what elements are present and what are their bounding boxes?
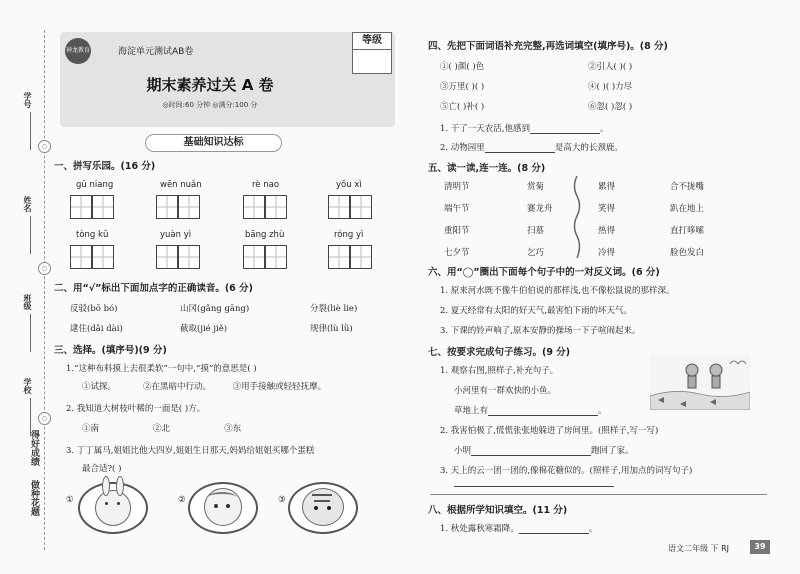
student-id-field[interactable] (30, 112, 31, 150)
reading-item[interactable]: 规律(lù lǜ) (310, 324, 353, 334)
answer-blank[interactable] (471, 446, 591, 456)
cake-option-label: ③ (278, 495, 286, 505)
writing-box[interactable] (350, 245, 372, 269)
question-8-1-text: 1. 秋处露秋寒霜降。 (440, 524, 519, 534)
answer-blank[interactable] (488, 406, 598, 416)
pinyin-2: wēn nuǎn (160, 180, 202, 190)
question-3-1: 1.“这种布料摸上去很柔软”一句中,“摸”的意思是( ) (66, 364, 257, 374)
antonym-sentence[interactable]: 2. 夏天经常有太阳的好天气,最害怕下雨的坏天气。 (440, 306, 633, 316)
festival-item[interactable]: 七夕节 (444, 248, 470, 258)
reading-item[interactable]: 逮住(dǎi dài) (70, 324, 123, 334)
cake-option-label: ② (178, 495, 186, 505)
writing-box[interactable] (156, 245, 178, 269)
class-field[interactable] (30, 314, 31, 352)
question-7-1-example: 小河里有一群欢快的小鱼。 (454, 386, 557, 396)
binding-hole: ○ (38, 412, 51, 425)
idiom-item[interactable]: ①( )颜( )色 (440, 62, 485, 72)
festival-item[interactable]: 清明节 (444, 182, 470, 192)
answer-blank[interactable] (519, 524, 589, 534)
verb-item[interactable]: 热得 (598, 226, 616, 236)
question-3-2: 2. 我知道大树枝叶稀的一面是( )方。 (66, 404, 206, 414)
verb-item[interactable]: 冷得 (598, 248, 616, 258)
pinyin-6: yuàn yì (160, 230, 192, 240)
paper-info: ◎时间:60 分钟 ◎满分:100 分 (162, 101, 258, 109)
section-banner: 基础知识达标 (145, 134, 282, 152)
question-7-2-prefix: 小明 (454, 446, 472, 456)
result-item[interactable]: 脸色发白 (670, 248, 705, 258)
question-7-2-suffix: 跑回了家。 (591, 446, 634, 456)
question-8-1: 1. 秋处露秋寒霜降。 。 (440, 524, 598, 534)
verb-item[interactable]: 累得 (598, 182, 616, 192)
antonym-sentence[interactable]: 1. 原来河水既不像牛伯伯说的那样浅,也不像松鼠说的那样深。 (440, 286, 675, 296)
series-name: 海淀单元测试AB卷 (118, 47, 194, 57)
writing-box[interactable] (350, 195, 372, 219)
writing-box[interactable] (92, 195, 114, 219)
margin-label-name: 姓名 (23, 196, 32, 212)
reading-item[interactable]: 截取(jié jiě) (180, 324, 228, 334)
section-divider (430, 494, 767, 495)
writing-box[interactable] (328, 195, 350, 219)
pinyin-3: rè nao (252, 180, 280, 190)
question-7-1-prefix: 草地上有 (454, 406, 489, 416)
writing-box[interactable] (178, 195, 200, 219)
reading-item[interactable]: 反驳(bō bó) (70, 304, 118, 314)
margin-label-class: 班级 (23, 294, 32, 310)
section-3-title: 三、选择。(填序号)(9 分) (54, 345, 167, 356)
binding-hole: ○ (38, 140, 51, 153)
idiom-item[interactable]: ⑤亡( )补( ) (440, 102, 485, 112)
grade-label: 等级 (353, 33, 391, 50)
idiom-item[interactable]: ⑥忽( )忽( ) (588, 102, 633, 112)
writing-box[interactable] (70, 245, 92, 269)
section-1-title: 一、拼写乐园。(16 分) (54, 161, 156, 172)
section-6-title: 六、用“◯”圈出下面每个句子中的一对反义词。(6 分) (428, 267, 660, 278)
answer-blank[interactable] (530, 124, 600, 134)
question-7-1-answer: 草地上有 。 (454, 406, 607, 416)
margin-label-school: 学校 (23, 378, 32, 394)
custom-item[interactable]: 赛龙舟 (527, 204, 553, 214)
question-4-1-text: 1. 干了一天农活,他感到 (440, 124, 531, 134)
pinyin-7: bāng zhù (245, 230, 285, 240)
pinyin-4: yǒu xì (336, 180, 362, 190)
writing-box[interactable] (156, 195, 178, 219)
idiom-item[interactable]: ②引人( )( ) (588, 62, 633, 72)
custom-item[interactable]: 扫墓 (527, 226, 545, 236)
writing-box[interactable] (243, 245, 265, 269)
writing-box[interactable] (92, 245, 114, 269)
section-4-title: 四、先把下面词语补充完整,再选词填空(填序号)。(8 分) (428, 41, 668, 52)
festival-item[interactable]: 重阳节 (444, 226, 470, 236)
festival-item[interactable]: 端午节 (444, 204, 470, 214)
result-item[interactable]: 合不拢嘴 (670, 182, 705, 192)
binding-dashed-line (44, 30, 45, 550)
margin-slogan-1: 做种花题 (29, 480, 39, 516)
writing-box[interactable] (243, 195, 265, 219)
section-7-title: 七、按要求完成句子练习。(9 分) (428, 347, 571, 358)
question-7-2: 2. 我害怕极了,慌慌张张地躲进了房间里。(照样子,写一写) (440, 426, 659, 436)
page-number: 39 (750, 540, 770, 554)
grass-divider-icon (572, 176, 582, 258)
section-5-title: 五、读一读,连一连。(8 分) (428, 163, 546, 174)
grade-box[interactable] (352, 32, 392, 74)
question-4-1: 1. 干了一天农活,他感到 。 (440, 124, 609, 134)
answer-line[interactable] (454, 486, 614, 487)
writing-box[interactable] (265, 245, 287, 269)
result-item[interactable]: 趴在地上 (670, 204, 705, 214)
writing-box[interactable] (328, 245, 350, 269)
writing-box[interactable] (178, 245, 200, 269)
reading-item[interactable]: 山冈(gǎng gāng) (180, 304, 250, 314)
cake-option-label: ① (66, 495, 74, 505)
pinyin-8: róng yì (334, 230, 364, 240)
question-3-1-options[interactable]: ①试探。 ②在黑暗中行动。 ③用手接触或轻轻抚摩。 (82, 382, 327, 392)
question-7-1: 1. 观察右图,照样子,补充句子。 (440, 366, 559, 376)
section-2-title: 二、用“√”标出下面加点字的正确读音。(6 分) (54, 283, 253, 294)
cake-dog-icon[interactable] (188, 482, 258, 534)
river-scene-illustration (650, 354, 750, 410)
question-4-2-text-a: 2. 动物园里 (440, 143, 485, 153)
paper-title: 期末素养过关 A 卷 (146, 76, 274, 94)
result-item[interactable]: 直打哆嗦 (670, 226, 705, 236)
margin-label-student-id: 学号 (23, 92, 32, 108)
question-3-2-options[interactable]: ①南 ②北 ③东 (82, 424, 242, 434)
section-8-title: 八、根据所学知识填空。(11 分) (428, 505, 568, 516)
question-4-2 (440, 141, 623, 153)
question-7-2-answer (454, 444, 634, 456)
idiom-item[interactable]: ③万里( )( ) (440, 82, 485, 92)
question-7-3: 3. 天上的云一团一团的,像棉花糖似的。(照样子,用加点的词写句子) (440, 466, 693, 476)
cake-tiger-icon[interactable] (288, 482, 358, 534)
antonym-sentence[interactable]: 3. 下课的铃声响了,原本安静的操场一下子喧闹起来。 (440, 326, 641, 336)
question-4-2-text-b: 是高大的长颈鹿。 (554, 143, 623, 153)
pinyin-1: gū niang (76, 180, 114, 190)
name-field[interactable] (30, 216, 31, 254)
question-3-3-line1: 3. 丁丁属马,姐姐比他大四岁,姐姐生日那天,妈妈给姐姐买哪个蛋糕 (66, 446, 315, 456)
idiom-item[interactable]: ④( )( )力尽 (588, 82, 633, 92)
binding-hole: ○ (38, 262, 51, 275)
writing-box[interactable] (265, 195, 287, 219)
pinyin-5: tòng kǔ (76, 230, 109, 240)
answer-blank[interactable] (485, 143, 555, 153)
margin-slogan-2: 得好成绩 (29, 430, 39, 466)
verb-item[interactable]: 笑得 (598, 204, 616, 214)
reading-item[interactable]: 分裂(liè lie) (310, 304, 358, 314)
question-3-3-line2: 最合适?( ) (82, 464, 122, 474)
writing-box[interactable] (70, 195, 92, 219)
cake-rabbit-icon[interactable] (78, 482, 148, 534)
footer-label: 语文二年级 下 RJ (668, 544, 730, 553)
custom-item[interactable]: 乞巧 (527, 248, 545, 258)
custom-item[interactable]: 赏菊 (527, 182, 545, 192)
brand-logo: 神龙教育 (65, 38, 91, 64)
